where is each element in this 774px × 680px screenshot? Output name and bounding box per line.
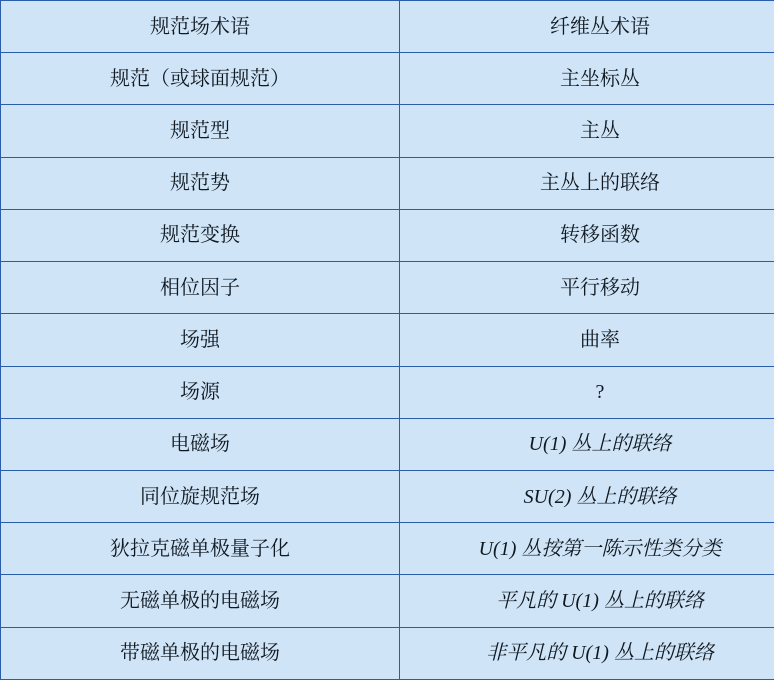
table-cell-right: SU(2) 丛上的联络: [400, 470, 774, 522]
table-cell-right: U(1) 丛上的联络: [400, 418, 774, 470]
table-cell-right: 曲率: [400, 314, 774, 366]
table-cell-left: 带磁单极的电磁场: [1, 627, 400, 679]
table-cell-right: 非平凡的 U(1) 丛上的联络: [400, 627, 774, 679]
table-row: [1, 418, 774, 470]
table-cell-left: 规范势: [1, 157, 400, 209]
table-cell-right: 主坐标丛: [400, 53, 774, 105]
table-cell-right: 平凡的 U(1) 丛上的联络: [400, 575, 774, 627]
table-cell-right: U(1) 丛按第一陈示性类分类: [400, 523, 774, 575]
table-row: [1, 470, 774, 522]
table-cell-left: 同位旋规范场: [1, 470, 400, 522]
table-row: [1, 157, 774, 209]
table-cell-right: ?: [400, 366, 774, 418]
table-cell-right: 主丛: [400, 105, 774, 157]
table-row: [1, 627, 774, 679]
table-cell-left: 狄拉克磁单极量子化: [1, 523, 400, 575]
table-cell-left: 场源: [1, 366, 400, 418]
table-cell-left: 无磁单极的电磁场: [1, 575, 400, 627]
table-cell-left: 相位因子: [1, 262, 400, 314]
table-body: [1, 1, 774, 680]
table-row: [1, 575, 774, 627]
table-row: [1, 53, 774, 105]
table-cell-right: 转移函数: [400, 209, 774, 261]
table-row: [1, 105, 774, 157]
table-cell-right: 主丛上的联络: [400, 157, 774, 209]
table-cell-left: 场强: [1, 314, 400, 366]
table-row: [1, 209, 774, 261]
table-row: [1, 523, 774, 575]
table-cell-left: 规范（或球面规范）: [1, 53, 400, 105]
table-cell-left: 电磁场: [1, 418, 400, 470]
table-cell-left: 规范型: [1, 105, 400, 157]
table-cell-left: 规范场术语: [1, 1, 400, 53]
table-cell-left: 规范变换: [1, 209, 400, 261]
table-row: [1, 366, 774, 418]
table-cell-right: 平行移动: [400, 262, 774, 314]
table-row: [1, 262, 774, 314]
table-row: [1, 1, 774, 53]
table-row: [1, 314, 774, 366]
table-cell-right: 纤维丛术语: [400, 1, 774, 53]
